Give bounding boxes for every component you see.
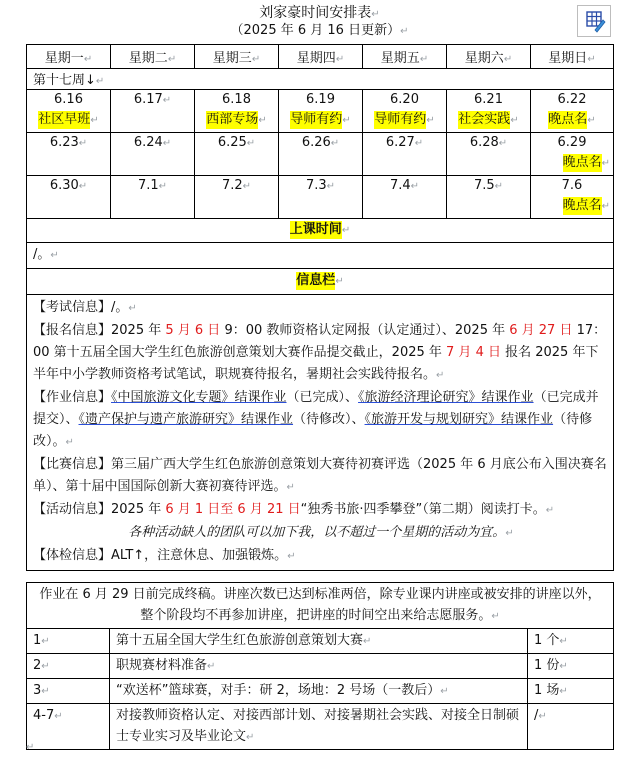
task-note-row — [27, 583, 614, 629]
contest-info: 【比赛信息】第三届广西大学生红色旅游创意策划大赛待初赛评选（2025 年 6 月底公布入围决赛名单）、第十届中国国际创新大赛初赛待评选。↵ — [33, 457, 607, 494]
event-label: 晚点名 — [562, 155, 602, 170]
registration-info: 【报名信息】2025 年 5 月 6 日 9：00 教师资格认定网报（认定通过）、2025 年 6 月 27 日 17：00 第十五届全国大学生红色旅游创意策划大赛作品提交截止，2025 年 7 月 4 日 报名 2025 年下半年中小学教师资格考试笔试，职规赛待报名，暑期社会实践待报名。↵ — [33, 323, 607, 382]
task-number: 2↵ — [27, 654, 110, 679]
date-row — [27, 90, 614, 133]
weekday-header: 星期一↵ — [27, 45, 111, 69]
task-item: “欢送杯”篮球赛，对手：研 2，场地：2 号场（一教后）↵ — [110, 679, 528, 704]
day-cell[interactable]: 6.25↵ — [195, 133, 279, 176]
day-cell[interactable]: 6.23↵ — [27, 133, 111, 176]
day-cell[interactable]: 6.26↵ — [279, 133, 363, 176]
weekday-header: 星期四↵ — [279, 45, 363, 69]
event-label: 社会实践 — [458, 112, 511, 127]
document-title: 刘家豪时间安排表↵ — [259, 5, 380, 21]
event-label: 社区早班 — [38, 112, 91, 127]
task-item: 第十五届全国大学生红色旅游创意策划大赛↵ — [110, 629, 528, 654]
task-quantity: 1 场↵ — [528, 679, 614, 704]
week-label: 第十七周↓↵ — [27, 69, 614, 90]
task-quantity: 1 份↵ — [528, 654, 614, 679]
task-note: 作业在 6 月 29 日前完成终稿。讲座次数已达到标准两倍，除专业课内讲座或被安排的讲座以外，整个阶段均不再参加讲座，把讲座的时间空出来给志愿服务。↵ — [27, 583, 614, 629]
weekday-header: 星期三↵ — [195, 45, 279, 69]
course-link[interactable]: 《旅游开发与规划研究》结课作业 — [364, 412, 554, 427]
task-number: 3↵ — [27, 679, 110, 704]
day-cell[interactable]: 6.21 社会实践↵ — [447, 90, 531, 133]
day-cell[interactable]: 6.24↵ — [111, 133, 195, 176]
day-cell[interactable]: 6.16 社区早班↵ — [27, 90, 111, 133]
class-time-heading-row — [27, 219, 614, 243]
table-row[interactable] — [27, 704, 614, 750]
day-cell[interactable]: 6.20 导师有约↵ — [363, 90, 447, 133]
weekday-header: 星期五↵ — [363, 45, 447, 69]
table-layout-icon[interactable] — [577, 5, 611, 37]
weekday-header: 星期二↵ — [111, 45, 195, 69]
info-panel — [27, 295, 614, 571]
event-label: 导师有约 — [374, 112, 427, 127]
day-cell[interactable]: 7.5↵ — [447, 176, 531, 219]
info-heading-row — [27, 269, 614, 295]
task-table — [26, 582, 614, 750]
activity-info: 【活动信息】2025 年 6 月 1 日至 6 月 21 日“独秀书旅·四季攀登”（第二期）阅读打卡。↵ — [33, 502, 555, 517]
homework-info: 【作业信息】《中国旅游文化专题》结课作业（已完成）、《旅游经济理论研究》结课作业（已完成并提交）、《遗产保护与遗产旅游研究》结课作业（待修改）、《旅游开发与规划研究》结课作业（待修改）。↵ — [33, 390, 599, 449]
day-cell[interactable]: 6.30↵ — [27, 176, 111, 219]
task-item: 对接教师资格认定、对接西部计划、对接暑期社会实践、对接全日制硕士专业实习及毕业论文↵ — [110, 704, 528, 750]
event-label: 西部专场 — [206, 112, 259, 127]
event-label: 晚点名 — [562, 198, 602, 213]
day-cell[interactable]: 6.22 晚点名↵ — [531, 90, 614, 133]
day-cell[interactable]: 6.17↵ — [111, 90, 195, 133]
day-cell[interactable]: 7.3↵ — [279, 176, 363, 219]
course-link[interactable]: 《旅游经济理论研究》结课作业 — [358, 390, 534, 405]
table-row[interactable] — [27, 679, 614, 704]
weekday-header-row — [27, 45, 614, 69]
day-cell[interactable]: 7.2↵ — [195, 176, 279, 219]
table-row[interactable] — [27, 654, 614, 679]
task-number: 1↵ — [27, 629, 110, 654]
course-link[interactable]: 《遗产保护与遗产旅游研究》结课作业 — [78, 412, 294, 427]
paragraph-mark: ↵ — [26, 742, 35, 753]
health-info: 【体检信息】ALT↑，注意休息、加强锻炼。↵ — [33, 548, 296, 563]
task-quantity: /↵ — [528, 704, 614, 750]
day-cell[interactable]: 6.18 西部专场↵ — [195, 90, 279, 133]
task-item: 职规赛材料准备↵ — [110, 654, 528, 679]
day-cell[interactable]: 6.29 晚点名↵ — [531, 133, 614, 176]
day-cell[interactable]: 6.28↵ — [447, 133, 531, 176]
activity-note: 各种活动缺人的团队可以加下我，以不超过一个星期的活动为宜。↵ — [128, 525, 514, 540]
event-label: 导师有约 — [290, 112, 343, 127]
day-cell[interactable]: 6.19 导师有约↵ — [279, 90, 363, 133]
table-grid-icon — [578, 6, 610, 36]
course-link[interactable]: 《中国旅游文化专题》结课作业 — [111, 390, 287, 405]
day-cell[interactable]: 6.27↵ — [363, 133, 447, 176]
class-time-row — [27, 243, 614, 269]
date-row — [27, 176, 614, 219]
task-number: 4-7↵ — [27, 704, 110, 750]
exam-info: 【考试信息】/。↵ — [33, 300, 137, 315]
day-cell[interactable]: 7.4↵ — [363, 176, 447, 219]
document-subtitle: （2025 年 6 月 16 日更新）↵ — [230, 23, 409, 38]
table-row[interactable] — [27, 629, 614, 654]
info-row — [27, 295, 614, 571]
class-time-heading: 上课时间↵ — [27, 219, 614, 243]
weekday-header: 星期日↵ — [531, 45, 614, 69]
week-row — [27, 69, 614, 90]
event-label: 晚点名 — [548, 112, 588, 127]
info-heading: 信息栏↵ — [27, 269, 614, 295]
schedule-table — [26, 44, 614, 571]
class-time-value: /。↵ — [27, 243, 614, 269]
date-row — [27, 133, 614, 176]
day-cell[interactable]: 7.6 晚点名↵ — [531, 176, 614, 219]
day-cell[interactable]: 7.1↵ — [111, 176, 195, 219]
weekday-header: 星期六↵ — [447, 45, 531, 69]
task-quantity: 1 个↵ — [528, 629, 614, 654]
arrow-down-icon: ↓ — [85, 73, 96, 88]
